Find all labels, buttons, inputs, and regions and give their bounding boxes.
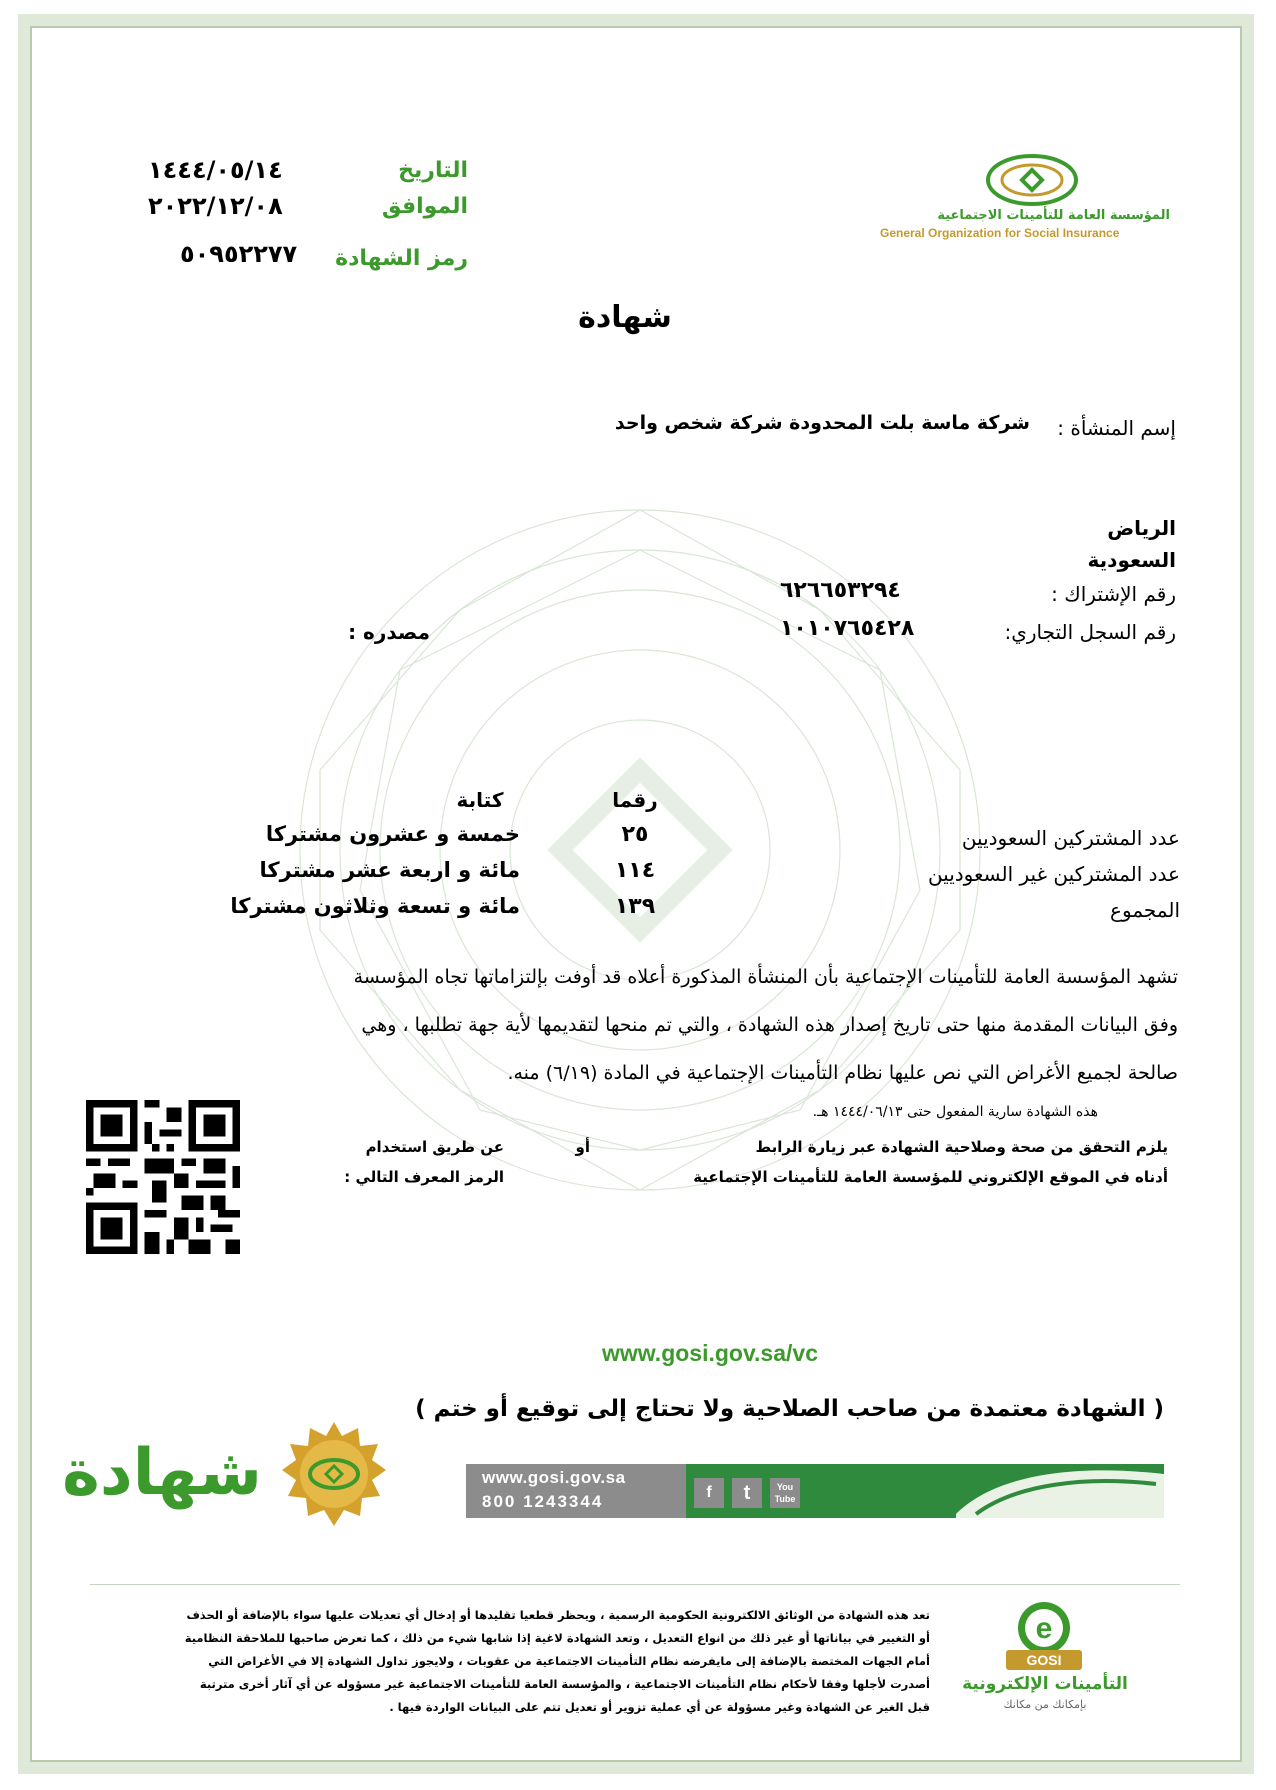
verify-text-1c: عن طريق استخدام <box>365 1138 504 1156</box>
row-words-total: مائة و تسعة وثلاثون مشتركا <box>230 894 520 918</box>
certificate-code-label: رمز الشهادة <box>335 246 468 271</box>
footer-line: أصدرت لأجلها وفقا لأحكام نظام التأمينات الاجتماعية ، والمؤسسة العامة للتأمينات الاجتماعية غير مسؤوله عن أي آثار أخرى مترتبة <box>199 1677 930 1691</box>
establishment-name-value: شركة ماسة بلت المحدودة شركة شخص واحد <box>614 412 1030 434</box>
row-words-non-saudi: مائة و اربعة عشر مشتركا <box>259 858 520 882</box>
subscription-label: رقم الإشتراك : <box>1051 582 1176 606</box>
svg-text:e: e <box>1035 1612 1053 1645</box>
date-label: التاريخ <box>398 158 468 183</box>
gold-seal-icon <box>280 1420 388 1528</box>
gosi-logo-icon <box>984 150 1080 210</box>
column-header-digits: رقما <box>612 788 658 812</box>
leaf-decoration-icon <box>936 1464 1164 1518</box>
row-digits-non-saudi: ١١٤ <box>614 858 656 883</box>
facebook-icon[interactable]: f <box>694 1478 724 1508</box>
page-title: شهادة <box>578 300 672 335</box>
verify-text-2b: الرمز المعرف التالي : <box>344 1168 504 1186</box>
row-digits-total: ١٣٩ <box>614 894 656 919</box>
qr-code[interactable] <box>86 1100 240 1254</box>
footer-line: أمام الجهات المختصة بالإضافة إلى مايفرضه نظام التأمينات الاجتماعية من عقوبات ، ولايجوز تداول الشهادة إلا في الأغراض التي <box>208 1654 930 1668</box>
twitter-icon[interactable]: t <box>732 1478 762 1508</box>
row-label-non-saudi: عدد المشتركين غير السعوديين <box>927 862 1180 886</box>
row-words-saudi: خمسة و عشرون مشتركا <box>265 822 520 846</box>
footer-line: تعد هذه الشهادة من الوثائق الالكترونية الحكومية الرسمية ، ويحظر قطعيا تقليدها أو إدخال أي تعديلات عليها سواء بالإضافة أو الحذف <box>186 1608 930 1622</box>
establishment-country: السعودية <box>1087 548 1176 572</box>
footer-line: قبل الغير عن الشهادة وغير مسؤولة عن أي عملية تزوير أو تعديل تتم على البيانات الواردة فيها . <box>389 1700 930 1714</box>
row-digits-saudi: ٢٥ <box>621 822 649 847</box>
establishment-city: الرياض <box>1107 516 1176 540</box>
statement-line-2: وفق البيانات المقدمة منها حتى تاريخ إصدار هذه الشهادة ، والتي تم منحها لتقديمها لأية جهة تطلبها ، وهي <box>361 1014 1178 1036</box>
validity-note: هذه الشهادة سارية المفعول حتى ١٤٤٤/٠٦/١٣ هـ. <box>812 1104 1098 1120</box>
contact-social-bar <box>466 1464 1164 1518</box>
egosi-name: التأمينات الإلكترونية <box>962 1674 1128 1694</box>
issued-by-label: مصدره : <box>348 620 430 644</box>
statement-line-1: تشهد المؤسسة العامة للتأمينات الإجتماعية بأن المنشأة المذكورة أعلاه قد أوفت بإلتزاماتها تجاه المؤسسة <box>353 966 1178 988</box>
corresponding-label: الموافق <box>381 194 468 219</box>
column-header-words: كتابة <box>456 788 504 812</box>
footer-disclaimer <box>130 1604 930 1719</box>
verify-text-1b: أو <box>575 1138 590 1156</box>
egosi-logo-icon <box>1016 1600 1072 1656</box>
row-label-total: المجموع <box>1110 898 1180 922</box>
row-label-saudi: عدد المشتركين السعوديين <box>961 826 1180 850</box>
approval-note: ( الشهادة معتمدة من صاحب الصلاحية ولا تحتاج إلى توقيع أو ختم ) <box>415 1396 1164 1422</box>
gosi-name-ar: المؤسسة العامة للتأمينات الاجتماعية <box>937 208 1170 223</box>
cr-value: ١٠١٠٧٦٥٤٢٨ <box>780 616 915 641</box>
date-value: ١٤٤٤/٠٥/١٤ <box>148 156 283 184</box>
footer-line: أو التغيير في بياناتها أو غير ذلك من انواع التعديل ، وتعد الشهادة لاغية إذا شابها شيء من ذلك ، كما تعرض صاحبها للملاحقة النظامية <box>184 1631 930 1645</box>
phone-text: 800 1243344 <box>482 1492 604 1511</box>
footer-divider <box>90 1584 1180 1585</box>
statement-line-3: صالحة لجميع الأغراض التي نص عليها نظام التأمينات الإجتماعية في المادة (٦/١٩) منه. <box>507 1062 1178 1084</box>
egosi-slogan: بإمكانك من مكانك <box>1003 1698 1087 1711</box>
corresponding-value: ٢٠٢٢/١٢/٠٨ <box>148 192 283 220</box>
egosi-badge: GOSI <box>1006 1650 1082 1670</box>
establishment-name-label: إسم المنشأة : <box>1057 416 1176 440</box>
shahada-logo-text: شهادة <box>62 1436 262 1510</box>
verify-text-1a: يلزم التحقق من صحة وصلاحية الشهادة عبر زيارة الرابط <box>755 1138 1168 1156</box>
verification-url-link[interactable]: www.gosi.gov.sa/vc <box>601 1340 818 1366</box>
subscription-value: ٦٢٦٦٥٣٢٩٤ <box>780 578 901 603</box>
youtube-icon[interactable]: You Tube <box>770 1478 800 1508</box>
gosi-name-en: General Organization for Social Insurance <box>880 226 1120 240</box>
verify-text-2a: أدناه في الموقع الإلكتروني للمؤسسة العامة للتأمينات الإجتماعية <box>693 1168 1168 1186</box>
cr-label: رقم السجل التجاري: <box>1004 620 1176 644</box>
website-text: www.gosi.gov.sa <box>482 1468 626 1487</box>
certificate-code-value: ٥٠٩٥٢٢٧٧ <box>180 240 298 268</box>
